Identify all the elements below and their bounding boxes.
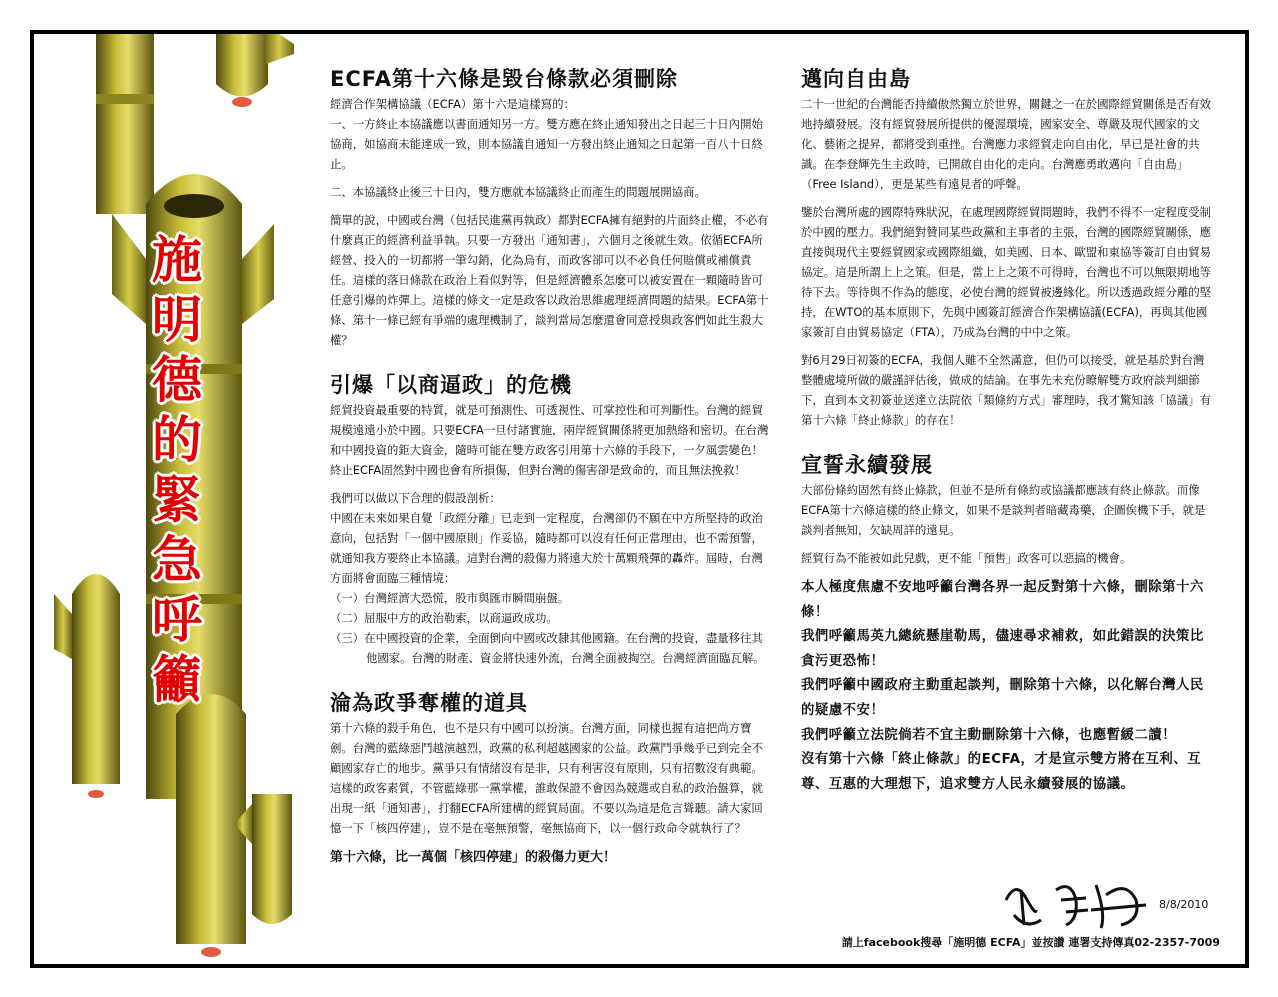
title-char: 籲 bbox=[152, 651, 202, 709]
title-char: 德 bbox=[152, 351, 202, 409]
section-heading-sustainable: 宣誓永續發展 bbox=[801, 453, 933, 477]
vertical-title bbox=[142, 230, 212, 710]
footer-note: 請上facebook搜尋「施明德 ECFA」並按讚 連署支持傳真02-2357-7009 bbox=[841, 936, 1220, 949]
paragraph: 中國在未來如果自覺「政經分離」已走到一定程度，台灣卻仍不願在中方所堅持的政治意向，包括對「一個中國原則」作妥協，隨時都可以沒有任何正當理由，也不需預警，就通知我方要終止本協議。這對台灣的殺傷力將遠大於十萬顆飛彈的轟炸。屆時，台灣方面將會面臨三種情境： bbox=[330, 511, 763, 585]
list-item: （二）屈服中方的政治勒索，以商逼政成功。 bbox=[330, 611, 558, 625]
list-item: （三）在中國投資的企業，全面倒向中國或改隸其他國籍。在台灣的投資，盡量移往其他國家。台灣的財產、資金將快速外流，台灣全面被掏空。台灣經濟面臨瓦解。 bbox=[330, 631, 765, 665]
title-char: 緊 bbox=[152, 471, 202, 529]
emphasis-line: 第十六條，比一萬個「核四停建」的殺傷力更大！ bbox=[330, 850, 617, 865]
missile-lower-left-icon bbox=[54, 574, 120, 798]
paragraph: 經貿行為不能被如此兒戲，更不能「預售」政客可以惡搞的機會。 bbox=[801, 551, 1132, 565]
handwritten-signature bbox=[996, 870, 1166, 934]
paragraph: 簡單的說，中國或台灣（包括民進黨再執政）都對ECFA擁有絕對的片面終止權，不必有什麼真正的經濟利益爭執。只要一方發出「通知書」，六個月之後就生效。依循ECFA所經營、投入的一切都將一筆勾銷，化為烏有，而政客卻可以不必負任何賠償或補償責任。這樣的落日條款在政治上看似對等，但是經濟體系怎麼可以被安置在一顆隨時皆可任意引爆的炸彈上。這樣的條文一定是政客以政治思維處理經濟問題的結果。ECFA第十條、第十一條已經有爭端的處理機制了，談判當局怎麼還會同意授與政客們如此生殺大權？ bbox=[330, 213, 769, 347]
date: 8/8/2010 bbox=[1159, 898, 1209, 911]
title-char: 呼 bbox=[152, 591, 202, 649]
title-char: 急 bbox=[152, 531, 202, 589]
advertisement-frame bbox=[30, 30, 1249, 968]
appeal-item: 沒有第十六條「終止條款」的ECFA，才是宣示雙方將在互利、互尊、互惠的大理想下，追求雙方人民永續發展的協議。 bbox=[801, 752, 1202, 792]
section-heading-political-tool: 淪為政爭奪權的道具 bbox=[330, 691, 528, 715]
paragraph: 對6月29日初簽的ECFA，我個人雖不全然滿意，但仍可以接受，就是基於對台灣整體處境所做的嚴謹評估後，做成的結論。在事先未充份瞭解雙方政府談判細節下，直到本文初簽並送達立法院依「類條約方式」審理時，我才驚知該「協議」有第十六條「終止條款」的存在！ bbox=[801, 353, 1212, 427]
title-char: 施 bbox=[152, 231, 202, 289]
missile-top-right-icon bbox=[216, 34, 294, 107]
scenario-list bbox=[330, 588, 774, 668]
paragraph: 一、一方終止本協議應以書面通知另一方。雙方應在終止通知發出之日起三十日內開始協商，如協商未能達成一致，則本協議自通知一方發出終止通知之日起第一百八十日終止。 bbox=[330, 117, 763, 171]
list-item: （一）台灣經濟大恐慌，股市與匯市瞬間崩盤。 bbox=[330, 591, 570, 605]
missile-top-left-icon bbox=[96, 34, 154, 214]
title-char: 的 bbox=[152, 411, 202, 469]
section-heading-ecfa16: ECFA第十六條是毀台條款必須刪除 bbox=[330, 67, 678, 91]
paragraph: 第十六條的殺手角色，也不是只有中國可以扮演。台灣方面，同樣也握有這把尚方寶劍。台灣的藍綠惡鬥越演越烈，政黨的私利超越國家的公益。政黨鬥爭幾乎已到完全不顧國家存亡的地步。黨爭只有情緒沒有是非，只有利害沒有原則，只有招數沒有典範。這樣的政客素質，不管藍綠那一黨掌權，誰敢保證不會因為競選或自私的政治盤算，就出現一紙「通知書」，打翻ECFA所建構的經貿局面。不要以為這是危言聳聽。請大家回憶一下「核四停建」，豈不是在毫無預警，毫無協商下，以一個行政命令就執行了？ bbox=[330, 721, 763, 835]
section-heading-free-island: 邁向自由島 bbox=[801, 67, 911, 91]
paragraph: 鑒於台灣所處的國際特殊狀況，在處理國際經貿問題時，我們不得不一定程度受制於中國的壓力。我們絕對贊同某些政黨和主事者的主張，台灣的國際經貿關係，應直接與現代主要經貿國家或國際組織，如美國、日本、歐盟和東協等簽訂自由貿易協定。這是所謂上上之策。但是，當上上之策不可得時，台灣也不可以無限期地等待下去。等待與不作為的態度，必使台灣的經貿被邊緣化。所以透過政經分離的堅持，在WTO的基本原則下，先與中國簽訂經濟合作架構協議(ECFA)，再與其他國家簽訂自由貿易協定（FTA），乃成為台灣的中中之策。 bbox=[801, 205, 1212, 339]
paragraph: 大部份條約固然有終止條款，但並不是所有條約或協議都應該有終止條款。而像ECFA第十六條這樣的終止條文，如果不是談判者暗藏毒藥，企圖俟機下手，就是談判者無知，欠缺周詳的遠見。 bbox=[801, 483, 1206, 537]
appeal-item: 本人極度焦慮不安地呼籲台灣各界一起反對第十六條，刪除第十六條！ bbox=[801, 580, 1204, 620]
paragraph: 二十一世紀的台灣能否持續傲然獨立於世界，關鍵之一在於國際經貿關係是否有效地持續發展。沒有經貿發展所提供的優渥環境，國家安全、尊嚴及現代國家的文化、藝術之提昇，都將受到重挫。台灣應力求經貿走向自由化，早已是社會的共識。在李登輝先生主政時，已開啟自由化的走向。台灣應勇敢邁向「自由島」（Free Island），更是某些有遠見者的呼聲。 bbox=[801, 97, 1212, 191]
appeal-item: 我們呼籲中國政府主動重起談判，刪除第十六條，以化解台灣人民的疑慮不安！ bbox=[801, 678, 1204, 718]
appeal-list bbox=[801, 576, 1215, 797]
section-heading-crisis: 引爆「以商逼政」的危機 bbox=[330, 373, 572, 397]
paragraph: 經濟合作架構協議（ECFA）第十六是這樣寫的： bbox=[330, 97, 575, 111]
column-left bbox=[330, 64, 774, 870]
paragraph: 經貿投資最重要的特質，就是可預測性、可透視性、可掌控性和可判斷性。台灣的經貿規模遠遠小於中國。只要ECFA一旦付諸實施，兩岸經貿關係將更加熱絡和密切。在台灣和中國投資的鉅大資金，隨時可能在雙方政客引用第十六條的手段下，一夕風雲變色！終止ECFA固然對中國也會有所損傷，但對台灣的傷害卻是致命的，而且無法挽救！ bbox=[330, 403, 769, 477]
paragraph: 我們可以做以下合理的假設剖析： bbox=[330, 491, 501, 505]
paragraph: 二、本協議終止後三十日內，雙方應就本協議終止而產生的問題展開協商。 bbox=[330, 185, 706, 199]
title-char: 明 bbox=[152, 291, 202, 349]
column-right bbox=[801, 64, 1215, 797]
appeal-item: 我們呼籲立法院倘若不宜主動刪除第十六條，也應暫緩二讀！ bbox=[801, 727, 1177, 743]
appeal-item: 我們呼籲馬英九總統懸崖勒馬，儘速尋求補救，如此錯誤的決策比貪污更恐怖！ bbox=[801, 629, 1204, 669]
